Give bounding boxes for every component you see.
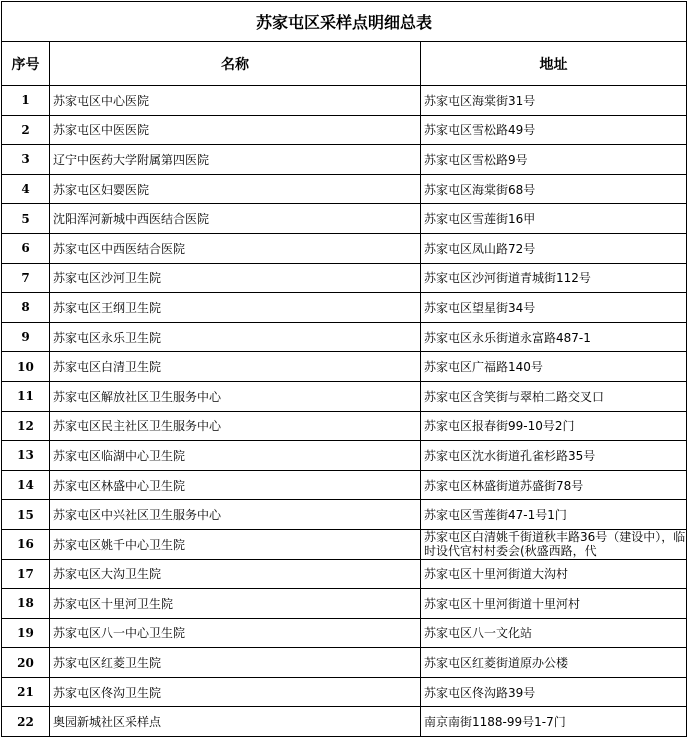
site-address: 苏家屯区雪莲街16甲 <box>421 204 687 234</box>
site-name: 辽宁中医药大学附属第四医院 <box>50 145 421 175</box>
site-address: 苏家屯区雪莲街47-1号1门 <box>421 500 687 530</box>
site-address: 苏家屯区沙河街道青城街112号 <box>421 263 687 293</box>
row-number: 22 <box>2 707 50 737</box>
site-name: 苏家屯区沙河卫生院 <box>50 263 421 293</box>
row-number: 12 <box>2 411 50 441</box>
row-number: 16 <box>2 529 50 559</box>
site-name: 苏家屯区中西医结合医院 <box>50 233 421 263</box>
site-name: 苏家屯区中兴社区卫生服务中心 <box>50 500 421 530</box>
row-number: 19 <box>2 618 50 648</box>
site-address: 苏家屯区林盛街道苏盛街78号 <box>421 470 687 500</box>
row-number: 20 <box>2 648 50 678</box>
header-no: 序号 <box>2 42 50 86</box>
table-row <box>2 263 687 293</box>
row-number: 18 <box>2 589 50 619</box>
row-number: 1 <box>2 86 50 116</box>
table-row <box>2 204 687 234</box>
header-row <box>2 42 687 86</box>
site-name: 苏家屯区林盛中心卫生院 <box>50 470 421 500</box>
site-address <box>421 529 687 559</box>
row-number: 3 <box>2 145 50 175</box>
row-number: 10 <box>2 352 50 382</box>
table-row <box>2 411 687 441</box>
table-row <box>2 529 687 559</box>
site-address: 苏家屯区望星街34号 <box>421 293 687 323</box>
row-number: 9 <box>2 322 50 352</box>
site-address: 苏家屯区含笑街与翠柏二路交叉口 <box>421 381 687 411</box>
table-row <box>2 145 687 175</box>
table-row <box>2 648 687 678</box>
site-address: 苏家屯区十里河街道大沟村 <box>421 559 687 589</box>
site-address: 苏家屯区海棠街68号 <box>421 174 687 204</box>
row-number: 17 <box>2 559 50 589</box>
table-row <box>2 441 687 471</box>
table-title: 苏家屯区采样点明细总表 <box>2 2 687 42</box>
row-number: 5 <box>2 204 50 234</box>
site-name: 苏家屯区十里河卫生院 <box>50 589 421 619</box>
site-name: 苏家屯区中医医院 <box>50 115 421 145</box>
row-number: 21 <box>2 677 50 707</box>
site-address: 苏家屯区雪松路9号 <box>421 145 687 175</box>
site-address: 苏家屯区广福路140号 <box>421 352 687 382</box>
table-row <box>2 559 687 589</box>
site-address: 苏家屯区报春街99-10号2门 <box>421 411 687 441</box>
site-address: 苏家屯区沈水街道孔雀杉路35号 <box>421 441 687 471</box>
site-name: 苏家屯区佟沟卫生院 <box>50 677 421 707</box>
table-row <box>2 322 687 352</box>
site-address: 苏家屯区红菱街道原办公楼 <box>421 648 687 678</box>
table-row <box>2 233 687 263</box>
table-row <box>2 618 687 648</box>
site-name: 苏家屯区民主社区卫生服务中心 <box>50 411 421 441</box>
site-address: 苏家屯区海棠街31号 <box>421 86 687 116</box>
site-name: 苏家屯区王纲卫生院 <box>50 293 421 323</box>
table-row <box>2 381 687 411</box>
row-number: 6 <box>2 233 50 263</box>
site-address: 苏家屯区十里河街道十里河村 <box>421 589 687 619</box>
sampling-sites-table <box>1 1 687 737</box>
table-row <box>2 589 687 619</box>
site-name: 苏家屯区八一中心卫生院 <box>50 618 421 648</box>
row-number: 8 <box>2 293 50 323</box>
site-name: 苏家屯区白清卫生院 <box>50 352 421 382</box>
site-address: 苏家屯区佟沟路39号 <box>421 677 687 707</box>
table-row <box>2 352 687 382</box>
site-name: 苏家屯区解放社区卫生服务中心 <box>50 381 421 411</box>
site-name: 苏家屯区红菱卫生院 <box>50 648 421 678</box>
site-address: 苏家屯区永乐街道永富路487-1 <box>421 322 687 352</box>
table-row <box>2 293 687 323</box>
site-name: 奥园新城社区采样点 <box>50 707 421 737</box>
site-address: 苏家屯区雪松路49号 <box>421 115 687 145</box>
site-name: 苏家屯区永乐卫生院 <box>50 322 421 352</box>
site-address: 南京南街1188-99号1-7门 <box>421 707 687 737</box>
site-address: 苏家屯区八一文化站 <box>421 618 687 648</box>
row-number: 11 <box>2 381 50 411</box>
table-row <box>2 115 687 145</box>
row-number: 14 <box>2 470 50 500</box>
site-name: 苏家屯区中心医院 <box>50 86 421 116</box>
table-row <box>2 86 687 116</box>
header-address: 地址 <box>421 42 687 86</box>
header-name: 名称 <box>50 42 421 86</box>
row-number: 2 <box>2 115 50 145</box>
site-name: 苏家屯区临湖中心卫生院 <box>50 441 421 471</box>
table-row <box>2 174 687 204</box>
site-name: 苏家屯区大沟卫生院 <box>50 559 421 589</box>
site-address-text: 苏家屯区白清姚千街道秋丰路36号（建设中），临时设代官村村委会(秋盛西路，代 <box>424 529 686 558</box>
site-name: 苏家屯区姚千中心卫生院 <box>50 529 421 559</box>
table-row <box>2 500 687 530</box>
table-row <box>2 707 687 737</box>
row-number: 13 <box>2 441 50 471</box>
site-name: 沈阳浑河新城中西医结合医院 <box>50 204 421 234</box>
sampling-sites-sheet <box>1 1 686 737</box>
row-number: 7 <box>2 263 50 293</box>
table-row <box>2 677 687 707</box>
site-name: 苏家屯区妇婴医院 <box>50 174 421 204</box>
title-row <box>2 2 687 42</box>
site-address: 苏家屯区凤山路72号 <box>421 233 687 263</box>
row-number: 15 <box>2 500 50 530</box>
row-number: 4 <box>2 174 50 204</box>
table-row <box>2 470 687 500</box>
